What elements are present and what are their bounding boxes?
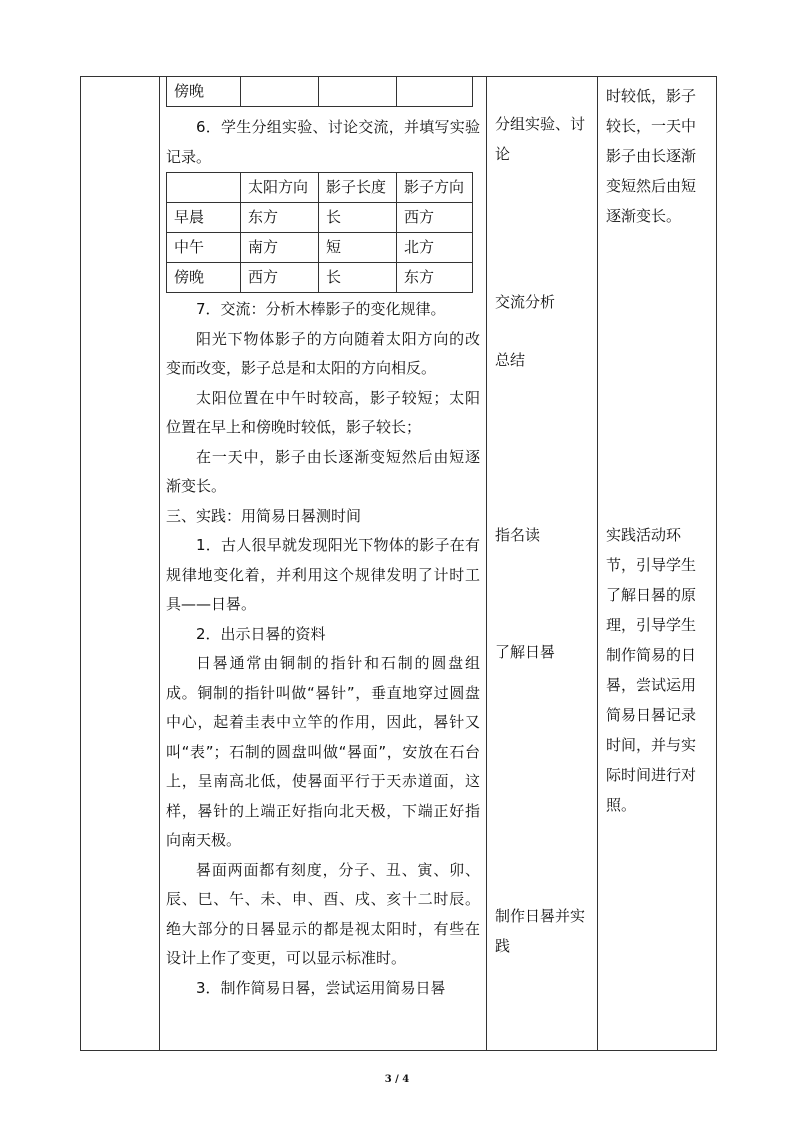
- sundial-info-paragraph: 晷面两面都有刻度，分子、丑、寅、卯、辰、巳、午、未、申、酉、戌、亥十二时辰。绝大部分的日晷显示的都是视太阳时，有些在设计上作了变更，可以显示标准时。: [166, 860, 480, 967]
- table-cell: 西方: [241, 263, 319, 293]
- conclusion-paragraph: 太阳位置在中午时较高，影子较短；太阳位置在早上和傍晚时较低，影子较长；: [166, 388, 480, 436]
- table-cell: 长: [319, 203, 397, 233]
- table-cell: 傍晚: [167, 263, 241, 293]
- section-3-title: 三、实践：用简易日晷测时间: [166, 506, 362, 525]
- continued-record-table: [166, 77, 473, 107]
- table-cell: [319, 77, 397, 107]
- lesson-plan-table: [80, 76, 717, 1051]
- page-number: 3 / 4: [384, 1074, 410, 1085]
- activity-text: 指名读: [495, 526, 541, 544]
- teaching-process-cell: [160, 77, 487, 1051]
- table-cell: 长: [319, 263, 397, 293]
- table-header-cell: [167, 173, 241, 203]
- table-cell: [397, 77, 473, 107]
- activity-text: 制作日晷并实践: [495, 907, 586, 955]
- activity-text: 分组实验、讨论: [495, 115, 586, 163]
- section-3-paragraph: 1．古人很早就发现阳光下物体的影子在有规律地变化着，并利用这个规律发明了计时工具——日晷。: [166, 536, 480, 613]
- table-cell: 短: [319, 233, 397, 263]
- section-3-subtitle: 2．出示日晷的资料: [196, 624, 326, 643]
- table-header-row: [167, 173, 473, 203]
- table-cell: 东方: [397, 263, 473, 293]
- design-intent-cell: [598, 77, 717, 1051]
- table-cell: 早晨: [167, 203, 241, 233]
- table-cell: 西方: [397, 203, 473, 233]
- table-cell: 北方: [397, 233, 473, 263]
- table-header-cell: 太阳方向: [241, 173, 319, 203]
- table-row: [167, 263, 473, 293]
- table-row: [167, 203, 473, 233]
- empty-left-cell: [81, 77, 160, 1051]
- sundial-info-paragraph: 日晷通常由铜制的指针和石制的圆盘组成。铜制的指针叫做“晷针”，垂直地穿过圆盘中心，起着圭表中立竿的作用，因此，晷针又叫“表”；石制的圆盘叫做“晷面”，安放在石台上，呈南高北低，使晷面平行于天赤道面，这样，晷针的上端正好指向北天极，下端正好指向南天极。: [166, 654, 480, 849]
- table-cell: 中午: [167, 233, 241, 263]
- table-cell: 傍晚: [167, 77, 241, 107]
- table-cell: 南方: [241, 233, 319, 263]
- table-header-cell: 影子方向: [397, 173, 473, 203]
- conclusion-paragraph: 在一天中，影子由长逐渐变短然后由短逐渐变长。: [166, 447, 480, 495]
- design-intent-text: 实践活动环节，引导学生了解日晷的原理，引导学生制作简易的日晷，尝试运用简易日晷记录时间，并与实际时间进行对照。: [606, 526, 697, 814]
- activity-text: 总结: [495, 351, 526, 369]
- step-7-text: 7．交流：分析木棒影子的变化规律。: [196, 300, 446, 318]
- table-cell: [241, 77, 319, 107]
- step-6-text: 6．学生分组实验、讨论交流，并填写实验记录。: [166, 118, 480, 166]
- section-3-paragraph: 3．制作简易日晷，尝试运用简易日晷: [196, 978, 446, 997]
- table-cell: 东方: [241, 203, 319, 233]
- student-activity-cell: [487, 77, 598, 1051]
- table-header-cell: 影子长度: [319, 173, 397, 203]
- activity-text: 了解日晷: [495, 643, 556, 661]
- experiment-record-table: [166, 172, 473, 293]
- conclusion-paragraph: 阳光下物体影子的方向随着太阳方向的改变而改变，影子总是和太阳的方向相反。: [166, 329, 480, 377]
- table-row: [167, 233, 473, 263]
- activity-text: 交流分析: [495, 293, 556, 311]
- design-intent-text: 时较低，影子较长，一天中影子由长逐渐变短然后由短逐渐变长。: [606, 87, 697, 225]
